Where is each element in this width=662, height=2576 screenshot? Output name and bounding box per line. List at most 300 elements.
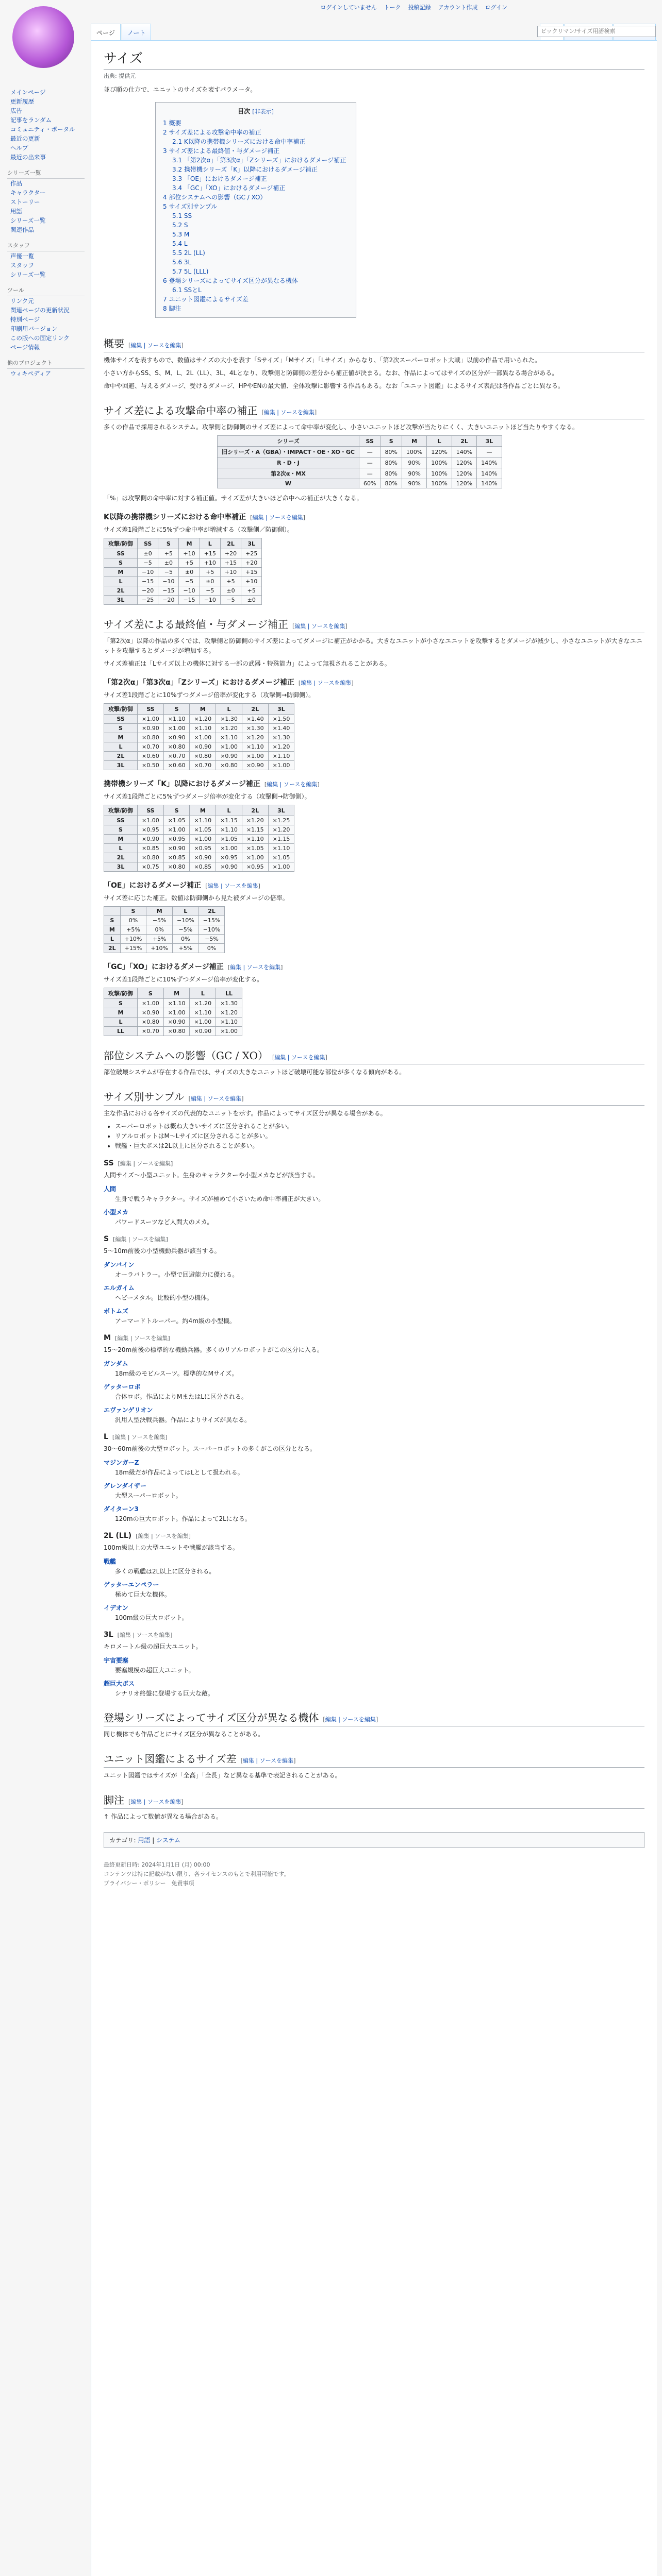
edit-link[interactable]: [編集 | ソースを編集] (292, 623, 347, 630)
user-link[interactable]: ログインしていません (320, 4, 377, 11)
table-row (104, 825, 294, 835)
toc-item[interactable]: 1 概要 (163, 120, 181, 127)
table-header-cell: S (138, 988, 164, 999)
table-cell: 120% (427, 447, 452, 457)
sidebar-item[interactable]: 声優一覧 (10, 252, 34, 260)
table-cell: −10% (173, 916, 199, 925)
paragraph: サイズ差1段階ごとに10%ずつダメージ倍率が変化する。 (104, 976, 263, 983)
oe-damage-table (104, 906, 225, 953)
paragraph: サイズ差1段階ごとに10%ずつダメージ倍率が変化する（攻撃側→防御側）。 (104, 691, 315, 699)
table-cell: L (104, 1018, 138, 1027)
table-header-cell: 3L (241, 538, 262, 549)
category-link[interactable]: システム (156, 1837, 180, 1844)
toc-item[interactable]: 6 登場シリーズによってサイズ区分が異なる機体 (163, 277, 298, 284)
user-link[interactable]: ログイン (485, 4, 507, 11)
table-cell: +5% (173, 944, 199, 953)
table-cell: −15 (179, 596, 200, 605)
table-cell: ×1.30 (216, 999, 242, 1008)
unit-name[interactable]: ボトムズ (104, 1308, 129, 1315)
unit-description: 18m級だが作品によってはLとして扱われる。 (115, 1469, 244, 1476)
sidebar-item[interactable]: シリーズ一覧 (10, 271, 46, 278)
table-cell: 100% (427, 468, 452, 479)
table-header-cell (104, 907, 121, 916)
table-cell: ×0.95 (242, 862, 268, 872)
table-row (104, 577, 262, 586)
table-cell: ×1.00 (216, 844, 242, 853)
table-cell: ±0 (179, 568, 200, 577)
table-row (104, 999, 242, 1008)
table-row (104, 596, 262, 605)
table-header-cell: LL (216, 988, 242, 999)
table-cell: ×1.15 (216, 816, 242, 825)
table-cell: +5 (241, 586, 262, 596)
table-row (218, 479, 502, 488)
unit-description: 18m級のモビルスーツ。標準的なMサイズ。 (115, 1370, 238, 1377)
paragraph: 15〜20m前後の標準的な機動兵器。多くのリアルロボットがこの区分に入る。 (104, 1346, 323, 1353)
table-row (104, 944, 225, 953)
size-subsection-heading (104, 1433, 644, 1441)
sidebar-item[interactable]: メインページ (10, 89, 46, 96)
paragraph: 「%」は攻撃側の命中率に対する補正値。サイズ差が大きいほど命中への補正が大きくなる。 (104, 495, 363, 502)
toc-item[interactable]: 4 部位システムへの影響（GC / XO） (163, 194, 267, 201)
lead-paragraph: 並び順の仕方で、ユニットのサイズを表すパラメータ。 (104, 86, 257, 93)
toc-item[interactable]: 3.1 「第2次α」「第3次α」「Zシリーズ」におけるダメージ補正 (172, 157, 346, 164)
table-header-cell: S (163, 704, 190, 715)
sidebar-item[interactable]: この版への固定リンク (10, 334, 70, 342)
toc-item[interactable]: 5.5 2L (LL) (172, 249, 205, 257)
sidebar-item[interactable]: 最近の出来事 (10, 154, 46, 161)
table-cell: ×0.90 (216, 862, 242, 872)
user-link[interactable]: 投稿記録 (408, 4, 431, 11)
edit-link[interactable]: [編集 | ソースを編集] (227, 964, 283, 971)
toc-item[interactable]: 8 脚注 (163, 305, 181, 312)
section-heading: 部位システムへの影響（GC / XO） [編集 | ソースを編集] (104, 1047, 644, 1064)
edit-link[interactable]: [編集 | ソースを編集] (205, 883, 260, 889)
paragraph: サイズ差1段階ごとに5%ずつダメージ倍率が変化する（攻撃側→防御側）。 (104, 793, 311, 800)
section-heading: サイズ差による最終値・与ダメージ補正 [編集 | ソースを編集] (104, 616, 644, 633)
unit-name[interactable]: グレンダイザー (104, 1482, 146, 1489)
gc-damage-table (104, 988, 242, 1036)
category-link[interactable]: 用語 (138, 1837, 151, 1844)
toc-item[interactable]: 5.3 M (172, 231, 190, 238)
paragraph: キロメートル級の超巨大ユニット。 (104, 1643, 202, 1650)
table-cell: +20 (241, 558, 262, 568)
sidebar-item[interactable]: 関連ページの更新状況 (10, 307, 70, 314)
table-cell: ×0.60 (138, 752, 164, 761)
table-cell: ×1.10 (216, 733, 242, 742)
table-cell: 100% (427, 457, 452, 468)
table-cell: — (359, 468, 380, 479)
table-cell: ×1.00 (190, 835, 216, 844)
table-cell: L (104, 742, 138, 752)
tab-0[interactable]: ページ (91, 24, 121, 40)
sidebar-item[interactable]: ページ情報 (10, 344, 40, 351)
toc-item[interactable]: 5.2 S (172, 222, 188, 229)
table-header-cell: 2L (220, 538, 241, 549)
sidebar-item[interactable]: シリーズ一覧 (10, 217, 46, 224)
table-header-cell: L (200, 538, 220, 549)
toc-item[interactable]: 5.7 5L (LLL) (172, 268, 209, 275)
sidebar (7, 88, 85, 378)
table-row (104, 916, 225, 925)
sidebar-item[interactable]: 最近の更新 (10, 135, 40, 142)
table-cell: 120% (452, 457, 476, 468)
paragraph: 100m級以上の大型ユニットや戦艦が該当する。 (104, 1544, 239, 1551)
unit-name[interactable]: マジンガーZ (104, 1459, 139, 1466)
unit-name[interactable]: 超巨大ボス (104, 1680, 135, 1687)
section-heading: 脚注 [編集 | ソースを編集] (104, 1792, 644, 1809)
table-cell: 90% (402, 479, 426, 488)
table-row (104, 935, 225, 944)
sidebar-item[interactable]: コミュニティ・ポータル (10, 126, 75, 133)
paragraph: サイズ差補正は「Lサイズ以上の機体に対する一部の武器・特殊能力」によって無視されることがある。 (104, 660, 391, 667)
table-cell: +5 (200, 568, 220, 577)
edit-link[interactable]: [編集 | ソースを編集] (261, 409, 317, 416)
table-cell: ×1.20 (216, 1008, 242, 1018)
table-of-contents (155, 102, 356, 318)
sidebar-group-links: スタッフ (7, 242, 85, 251)
unit-name[interactable]: エルガイム (104, 1284, 135, 1292)
toc-item[interactable]: 3.4 「GC」「XO」におけるダメージ補正 (172, 184, 286, 192)
sidebar-item[interactable]: 用語 (10, 208, 22, 215)
user-link[interactable]: アカウント作成 (438, 4, 478, 11)
table-header-cell: M (402, 436, 426, 447)
edit-link[interactable]: [編集 | ソースを編集] (240, 1757, 296, 1764)
unit-name[interactable]: 小型メカ (104, 1209, 129, 1216)
table-cell: ×1.20 (190, 999, 216, 1008)
table-cell: −10 (138, 568, 158, 577)
table-row (104, 816, 294, 825)
table-header-cell: M (190, 805, 216, 816)
edit-link[interactable]: [編集 | ソースを編集] (114, 1335, 170, 1342)
edit-link[interactable]: [編集 | ソースを編集] (118, 1160, 173, 1167)
unit-description: 120mの巨大ロボット。作品によって2Lになる。 (115, 1515, 251, 1522)
table-cell: 80% (380, 457, 402, 468)
toc-item[interactable]: 5.4 L (172, 240, 188, 247)
table-row (104, 549, 262, 558)
table-row (218, 457, 502, 468)
edit-link[interactable]: [編集 | ソースを編集] (136, 1533, 191, 1539)
unit-name[interactable]: ゲッターエンペラー (104, 1581, 159, 1588)
table-cell: L (104, 844, 138, 853)
section-heading: サイズ差による攻撃命中率の補正 [編集 | ソースを編集] (104, 402, 644, 419)
section-heading: 概要 [編集 | ソースを編集] (104, 335, 644, 352)
table-cell: 3L (104, 862, 138, 872)
table-cell: ×0.85 (163, 853, 190, 862)
table-header-row (104, 907, 225, 916)
toc-item[interactable]: 7 ユニット図鑑によるサイズ差 (163, 296, 249, 303)
table-cell: ×1.00 (138, 999, 164, 1008)
bullet-item: • リアルロボットはM〜Lサイズに区分されることが多い。 (115, 1131, 644, 1141)
table-cell: +5 (158, 549, 179, 558)
table-cell: ×1.25 (268, 816, 294, 825)
hit-rate-table (217, 435, 502, 488)
paragraph: 人間サイズ〜小型ユニット。生身のキャラクターや小型メカなどが該当する。 (104, 1172, 319, 1179)
table-header-cell: SS (138, 538, 158, 549)
table-cell: ×1.00 (190, 733, 216, 742)
table-cell: ×0.70 (190, 761, 216, 770)
sidebar-group-other: 他のプロジェクト (7, 359, 85, 369)
table-cell: ±0 (220, 586, 241, 596)
table-cell: ×1.00 (242, 752, 268, 761)
section-heading: サイズ別サンプル [編集 | ソースを編集] (104, 1089, 644, 1106)
unit-name[interactable]: ダンバイン (104, 1261, 135, 1268)
sidebar-item[interactable]: 記事をランダム (10, 116, 52, 124)
toc-item[interactable]: 6.1 SSとL (172, 286, 202, 294)
unit-name[interactable]: エヴァンゲリオン (104, 1406, 153, 1414)
edit-link[interactable]: [編集 | ソースを編集] (112, 1434, 168, 1440)
sidebar-item[interactable]: ウィキペディア (10, 370, 51, 377)
edit-link[interactable]: [編集 | ソースを編集] (113, 1236, 168, 1243)
table-cell: 0% (146, 925, 173, 935)
paragraph: 部位破壊システムが存在する作品では、サイズの大きなユニットほど破壊可能な部位が多くなる傾向がある。 (104, 1069, 406, 1076)
table-cell: ×1.10 (216, 825, 242, 835)
unit-name[interactable]: ゲッターロボ (104, 1383, 141, 1391)
page-title: サイズ (104, 48, 644, 70)
edit-link[interactable]: [編集 | ソースを編集] (128, 342, 184, 349)
table-header-cell: S (380, 436, 402, 447)
table-row (104, 558, 262, 568)
table-cell: ×0.70 (138, 742, 164, 752)
table-cell: +15 (200, 549, 220, 558)
table-cell: ×0.90 (190, 1027, 216, 1036)
table-cell: 2L (104, 752, 138, 761)
unit-name[interactable]: ダイターン3 (104, 1505, 139, 1513)
bullet-item: • スーパーロボットは概ね大きいサイズに区分されることが多い。 (115, 1122, 644, 1131)
sidebar-item[interactable]: スタッフ (10, 262, 34, 269)
table-cell: ×0.80 (163, 742, 190, 752)
table-cell: — (477, 447, 502, 457)
table-cell: ×0.90 (163, 733, 190, 742)
table-cell: ×1.00 (163, 825, 190, 835)
user-links (313, 3, 507, 11)
sidebar-item[interactable]: 特別ページ (10, 316, 40, 323)
table-cell: −5 (138, 558, 158, 568)
table-cell: +10 (200, 558, 220, 568)
subsection-heading: 「OE」におけるダメージ補正 [編集 | ソースを編集] (104, 882, 260, 890)
table-cell: ×1.20 (190, 715, 216, 724)
table-cell: −5 (158, 568, 179, 577)
table-cell: W (218, 479, 359, 488)
sidebar-item[interactable]: 作品 (10, 180, 22, 187)
table-cell: 0% (120, 916, 146, 925)
site-logo[interactable] (12, 6, 74, 68)
toc-item[interactable]: 3.3 「OE」におけるダメージ補正 (172, 175, 267, 182)
table-row (104, 586, 262, 596)
table-cell: ×0.90 (190, 853, 216, 862)
table-cell: +20 (220, 549, 241, 558)
subsection-heading: 「第2次α」「第3次α」「Zシリーズ」におけるダメージ補正 [編集 | ソースを編集] (104, 679, 354, 687)
table-cell: 80% (380, 468, 402, 479)
subsection-heading: 携帯機シリーズ「K」以降におけるダメージ補正 [編集 | ソースを編集] (104, 780, 320, 788)
table-row (218, 447, 502, 457)
table-cell: ×0.90 (190, 742, 216, 752)
unit-name[interactable]: イデオン (104, 1604, 128, 1612)
table-cell: 2L (104, 586, 138, 596)
table-cell: +5% (120, 925, 146, 935)
table-cell: ×1.20 (268, 825, 294, 835)
table-row (104, 835, 294, 844)
table-cell: L (104, 935, 121, 944)
footnote: ↑ 作品によって数値が異なる場合がある。 (104, 1813, 222, 1820)
sidebar-group-tools: ツール (7, 286, 85, 296)
unit-name[interactable]: 宇宙要塞 (104, 1657, 129, 1664)
table-header-cell: S (120, 907, 146, 916)
table-header-cell: 3L (268, 805, 294, 816)
table-cell: 140% (477, 457, 502, 468)
section-heading: ユニット図鑑によるサイズ差 [編集 | ソースを編集] (104, 1751, 644, 1768)
section-heading: 登場シリーズによってサイズ区分が異なる機体 [編集 | ソースを編集] (104, 1709, 644, 1726)
footer-line: コンテンツは特に記載がない限り、各ライセンスのもとで利用可能です。 (104, 1871, 290, 1877)
size-subsection-title: S (104, 1235, 109, 1243)
table-cell: ×0.95 (163, 835, 190, 844)
table-row (104, 724, 294, 733)
table-row (104, 853, 294, 862)
unit-description: 極めて巨大な機体。 (115, 1591, 171, 1598)
paragraph: 30〜60m前後の大型ロボット。スーパーロボットの多くがこの区分となる。 (104, 1445, 316, 1452)
sidebar-item[interactable]: リンク元 (10, 297, 34, 304)
toc-toggle[interactable]: [非表示] (252, 108, 274, 115)
table-cell: −5% (173, 925, 199, 935)
table-header-cell: L (216, 704, 242, 715)
k-damage-table (104, 805, 294, 872)
table-cell: M (104, 925, 121, 935)
edit-link[interactable]: [編集 | ソースを編集] (188, 1095, 244, 1102)
search-input[interactable] (537, 26, 656, 37)
table-cell: ±0 (241, 596, 262, 605)
size-subsection-title: L (104, 1433, 108, 1441)
unit-description: アーマードトルーパー。約4m級の小型機。 (115, 1317, 236, 1325)
table-cell: ×1.05 (216, 835, 242, 844)
table-cell: 140% (477, 479, 502, 488)
edit-link[interactable]: [編集 | ソースを編集] (272, 1054, 327, 1061)
table-cell: ×1.10 (242, 742, 268, 752)
edit-link[interactable]: [編集 | ソースを編集] (298, 680, 354, 686)
table-cell: +15 (241, 568, 262, 577)
toc-item[interactable]: 3.2 携帯機シリーズ「K」以降におけるダメージ補正 (172, 166, 318, 173)
toc-item[interactable]: 5.6 3L (172, 259, 192, 266)
unit-description: オーラバトラー。小型で回避能力に優れる。 (115, 1271, 239, 1278)
table-cell: 120% (452, 479, 476, 488)
unit-name[interactable]: 人間 (104, 1185, 117, 1193)
table-cell: S (104, 999, 138, 1008)
table-row (104, 752, 294, 761)
table-cell: ×0.80 (163, 862, 190, 872)
sidebar-item[interactable]: 印刷用バージョン (10, 325, 58, 332)
table-row (104, 1027, 242, 1036)
table-cell: SS (104, 549, 138, 558)
toc-item[interactable]: 5.1 SS (172, 212, 192, 219)
user-link[interactable]: トーク (384, 4, 401, 11)
bullet-item: • 戦艦・巨大ボスは2L以上に区分されることが多い。 (115, 1141, 644, 1151)
table-cell: +15% (120, 944, 146, 953)
table-cell: −15% (198, 916, 225, 925)
paragraph: 「第2次α」以降の作品の多くでは、攻撃側と防御側のサイズ差によってダメージに補正がかかる。大きなユニットが小さなユニットを攻撃するとダメージが減少し、小さなユニットが大きなユニットを攻撃するとダメージが増加する。 (104, 637, 642, 654)
size-subsection-heading (104, 1631, 644, 1639)
unit-description: 多くの戦艦は2L以上に区分される。 (115, 1568, 216, 1575)
edit-link[interactable]: [編集 | ソースを編集] (264, 781, 320, 788)
table-cell: S (104, 558, 138, 568)
table-header-cell: SS (138, 704, 164, 715)
footer-line: 最終更新日時: 2024年1月1日 (月) 00:00 (104, 1861, 210, 1868)
table-cell: 3L (104, 596, 138, 605)
table-cell: ×1.05 (268, 853, 294, 862)
edit-link[interactable]: [編集 | ソースを編集] (323, 1716, 378, 1723)
table-header-cell: M (179, 538, 200, 549)
sidebar-item[interactable]: ヘルプ (10, 144, 28, 151)
sidebar-item[interactable]: ストーリー (10, 198, 40, 206)
sidebar-item[interactable]: キャラクター (10, 189, 46, 196)
table-cell: ×1.05 (163, 816, 190, 825)
tab-1[interactable]: ノート (122, 24, 152, 40)
table-cell: 90% (402, 457, 426, 468)
table-cell: +10 (179, 549, 200, 558)
unit-description: ヘビーメタル。比較的小型の機体。 (115, 1294, 213, 1301)
damage-table (104, 703, 294, 770)
table-cell: +25 (241, 549, 262, 558)
table-cell: 140% (452, 447, 476, 457)
table-cell: ×0.50 (138, 761, 164, 770)
table-header-cell: S (158, 538, 179, 549)
edit-link[interactable]: [編集 | ソースを編集] (128, 1799, 184, 1805)
sidebar-item[interactable]: 広告 (10, 107, 22, 114)
paragraph: 小さい方からSS、S、M、L、2L（LL）、3L、4Lとなり、攻撃側と防御側の差分から補正値が決まる。なお、作品によってはサイズの区分が一部異なる場合がある。 (104, 369, 558, 377)
table-cell: +15 (220, 558, 241, 568)
main-content (91, 40, 657, 2576)
table-header-cell: 攻撃/防御 (104, 805, 138, 816)
table-cell: 旧シリーズ・A（GBA）・IMPACT・OE・XO・GC (218, 447, 359, 457)
table-row (104, 568, 262, 577)
table-cell: ×0.95 (138, 825, 164, 835)
toc-item[interactable]: 3 サイズ差による最終値・与ダメージ補正 (163, 147, 280, 155)
table-cell: ×0.90 (216, 752, 242, 761)
edit-link[interactable]: [編集 | ソースを編集] (250, 514, 305, 521)
table-row (104, 742, 294, 752)
table-cell: ±0 (158, 558, 179, 568)
table-cell: ×1.00 (268, 862, 294, 872)
unit-name[interactable]: ガンダム (104, 1360, 128, 1367)
table-cell: ×0.90 (138, 835, 164, 844)
category-label: カテゴリ: (109, 1837, 136, 1844)
size-subsection-heading (104, 1334, 644, 1342)
table-cell: 90% (402, 468, 426, 479)
table-cell: −15 (138, 577, 158, 586)
sidebar-item[interactable]: 更新履歴 (10, 98, 34, 105)
toc-item[interactable]: 2.1 K以降の携帯機シリーズにおける命中率補正 (172, 138, 306, 145)
table-row (104, 715, 294, 724)
table-cell: ×0.90 (163, 1018, 190, 1027)
table-header-row (104, 805, 294, 816)
table-row (104, 761, 294, 770)
table-cell: — (359, 457, 380, 468)
table-header-cell: L (173, 907, 199, 916)
table-cell: ×0.95 (190, 844, 216, 853)
table-cell: 3L (104, 761, 138, 770)
table-row (104, 1018, 242, 1027)
table-header-cell: 2L (198, 907, 225, 916)
edit-link[interactable]: [編集 | ソースを編集] (117, 1632, 173, 1638)
paragraph: ユニット図鑑ではサイズが「全高」「全長」など異なる基準で表記されることがある。 (104, 1772, 341, 1779)
unit-description: シナリオ終盤に登場する巨大な敵。 (115, 1690, 214, 1697)
table-cell: ×1.00 (268, 761, 294, 770)
toc-item[interactable]: 2 サイズ差による攻撃命中率の補正 (163, 129, 261, 136)
table-cell: ×0.90 (163, 844, 190, 853)
unit-name[interactable]: 戦艦 (104, 1558, 117, 1565)
sidebar-item[interactable]: 関連作品 (10, 226, 34, 233)
toc-item[interactable]: 5 サイズ別サンプル (163, 203, 218, 210)
table-cell: ×1.10 (268, 752, 294, 761)
table-cell: ×1.50 (268, 715, 294, 724)
